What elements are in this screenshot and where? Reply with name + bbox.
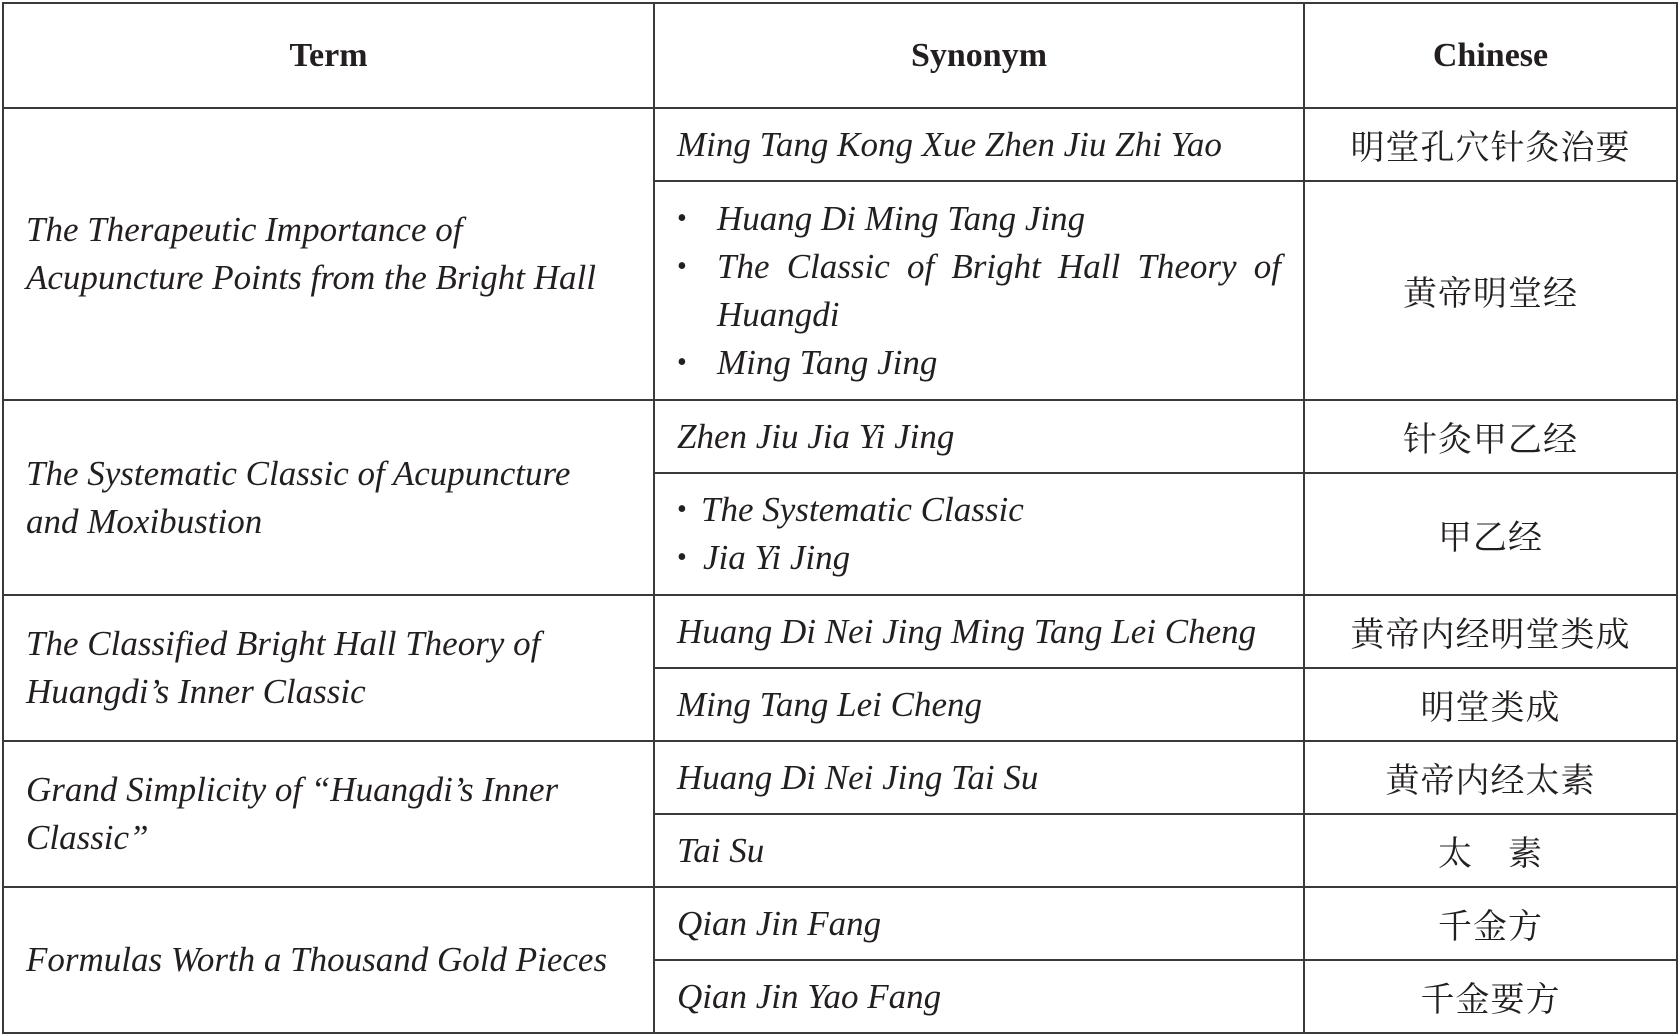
synonym-list <box>677 486 1281 582</box>
synonym-cell: Huang Di Nei Jing Ming Tang Lei Cheng <box>654 595 1304 668</box>
term-cell: Formulas Worth a Thousand Gold Pieces <box>3 887 654 1033</box>
bullet-icon: • <box>677 494 687 525</box>
synonym-cell: Ming Tang Kong Xue Zhen Jiu Zhi Yao <box>654 108 1304 181</box>
synonym-cell: Huang Di Nei Jing Tai Su <box>654 741 1304 814</box>
chinese-cell: 黄帝内经明堂类成 <box>1304 595 1677 668</box>
table-row <box>3 741 1677 814</box>
synonym-cell: Ming Tang Lei Cheng <box>654 668 1304 741</box>
synonym-text: Jia Yi Jing <box>703 538 851 577</box>
synonym-cell: Zhen Jiu Jia Yi Jing <box>654 400 1304 473</box>
synonym-list-item <box>677 486 1281 534</box>
header-synonym: Synonym <box>654 3 1304 108</box>
header-term: Term <box>3 3 654 108</box>
synonym-text: The Classic of Bright Hall Theory of Huangdi <box>717 246 1281 334</box>
terminology-table <box>2 2 1678 1034</box>
synonym-list-item <box>677 195 1281 243</box>
bullet-icon: • <box>677 346 687 378</box>
table-row <box>3 887 1677 960</box>
bullet-icon: • <box>677 202 687 234</box>
bullet-icon: • <box>677 250 687 282</box>
synonym-text: Ming Tang Jing <box>717 342 938 382</box>
synonym-list-item <box>677 243 1281 339</box>
term-cell: The Therapeutic Importance of Acupuncture Points from the Bright Hall <box>3 108 654 400</box>
synonym-list <box>677 195 1281 387</box>
chinese-cell: 黄帝明堂经 <box>1304 181 1677 400</box>
synonym-cell: Tai Su <box>654 814 1304 887</box>
synonym-list-cell <box>654 473 1304 595</box>
header-chinese: Chinese <box>1304 3 1677 108</box>
table-row <box>3 595 1677 668</box>
table-row <box>3 108 1677 181</box>
synonym-cell: Qian Jin Yao Fang <box>654 960 1304 1033</box>
synonym-list-item <box>677 534 1281 582</box>
bullet-icon: • <box>677 542 687 573</box>
chinese-cell: 黄帝内经太素 <box>1304 741 1677 814</box>
table-row <box>3 400 1677 473</box>
header-row <box>3 3 1677 108</box>
chinese-cell: 明堂孔穴针灸治要 <box>1304 108 1677 181</box>
chinese-cell: 太 素 <box>1304 814 1677 887</box>
synonym-list-item <box>677 339 1281 387</box>
chinese-cell: 针灸甲乙经 <box>1304 400 1677 473</box>
synonym-list-cell <box>654 181 1304 400</box>
chinese-cell: 千金方 <box>1304 887 1677 960</box>
synonym-cell: Qian Jin Fang <box>654 887 1304 960</box>
chinese-cell: 甲乙经 <box>1304 473 1677 595</box>
term-cell: The Systematic Classic of Acupuncture and Moxibustion <box>3 400 654 595</box>
term-cell: The Classified Bright Hall Theory of Huangdi’s Inner Classic <box>3 595 654 741</box>
chinese-cell: 千金要方 <box>1304 960 1677 1033</box>
term-cell: Grand Simplicity of “Huangdi’s Inner Classic” <box>3 741 654 887</box>
synonym-text: Huang Di Ming Tang Jing <box>717 198 1086 238</box>
chinese-cell: 明堂类成 <box>1304 668 1677 741</box>
synonym-text: The Systematic Classic <box>701 490 1024 529</box>
